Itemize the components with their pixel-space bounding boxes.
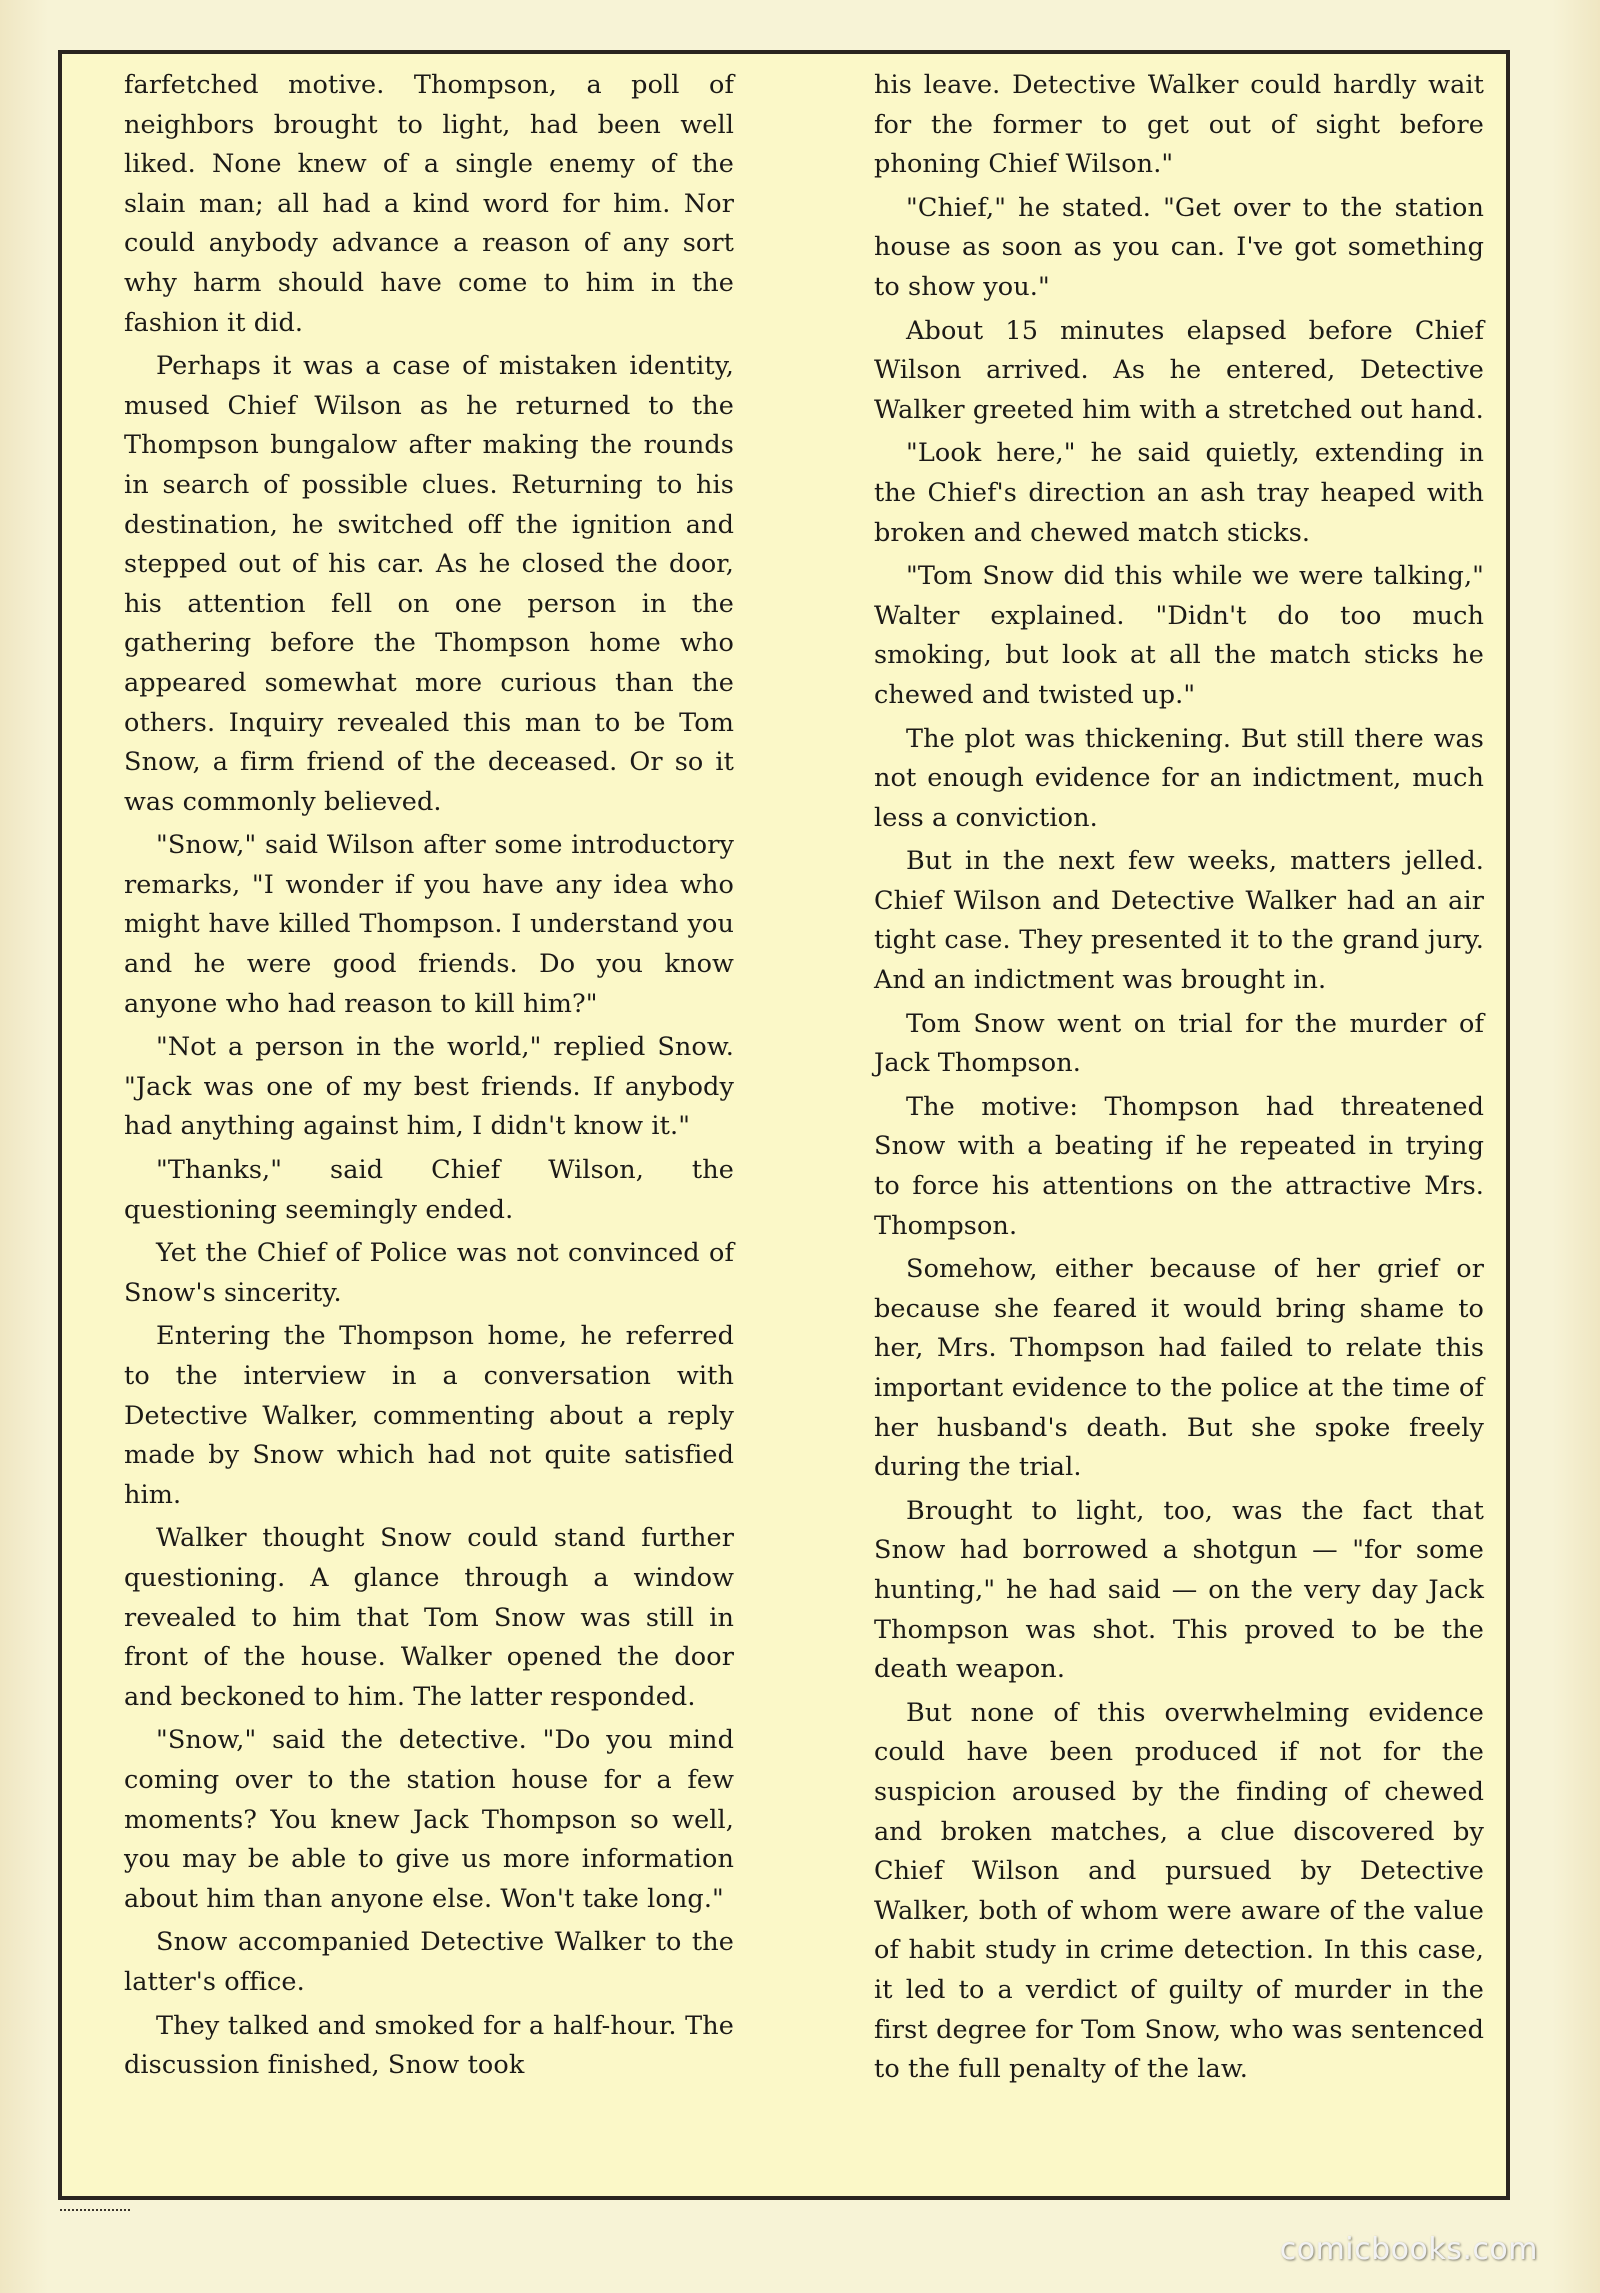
paragraph: Brought to light, too, was the fact that Snow had borrowed a shotgun — "for some hunting," he had said — on the very day Jack Thompson was shot. This proved to be the death weapon. [874, 1495, 1484, 1685]
paragraph: About 15 minutes elapsed before Chief Wilson arrived. As he entered, Detective Walker greeted him with a stretched out hand. [874, 315, 1484, 425]
paragraph: "Tom Snow did this while we were talking," Walter explained. "Didn't do too much smoking, but look at all the match sticks he chewed and twisted up." [874, 561, 1484, 710]
paragraph: "Chief," he stated. "Get over to the station house as soon as you can. I've got something to show you." [874, 192, 1484, 302]
paragraph: Snow accompanied Detective Walker to the latter's office. [124, 1927, 734, 1997]
paragraph: his leave. Detective Walker could hardly wait for the former to get out of sight before phoning Chief Wilson." [874, 70, 1484, 180]
paragraph: "Not a person in the world," replied Snow. "Jack was one of my best friends. If anybody had anything against him, I didn't know it." [124, 1032, 734, 1142]
paragraph: Walker thought Snow could stand further questioning. A glance through a window revealed to him that Tom Snow was still in front of the house. Walker opened the door and beckoned to him. The latter responded. [124, 1523, 734, 1712]
paragraph: Tom Snow went on trial for the murder of Jack Thompson. [874, 1008, 1484, 1079]
paragraph: Yet the Chief of Police was not convinced of Snow's sincerity. [124, 1238, 734, 1308]
text-panel [58, 50, 1510, 2200]
paragraph: "Snow," said the detective. "Do you mind coming over to the station house for a few moments? You knew Jack Thompson so well, you may be able to give us more information about him than anyone else. Won't take long." [124, 1725, 734, 1914]
paragraph: They talked and smoked for a half-hour. The discussion finished, Snow took [124, 2010, 734, 2081]
paragraph: The motive: Thompson had threatened Snow with a beating if he repeated in trying to force his attentions on the attractive Mrs. Thompson. [874, 1091, 1484, 1241]
paragraph: "Snow," said Wilson after some introductory remarks, "I wonder if you have any idea who might have killed Thompson. I understand you and he were good friends. Do you know anyone who had reason to kill him?" [124, 830, 734, 1019]
right-column [874, 66, 1484, 2094]
paragraph: farfetched motive. Thompson, a poll of neighbors brought to light, had been well liked. None knew of a single enemy of the slain man; all had a kind word for him. Nor could anybody advance a reason of any sort why harm should have come to him in the fashion it did. [124, 70, 734, 338]
left-column [124, 66, 734, 2090]
paragraph: But in the next few weeks, matters jelled. Chief Wilson and Detective Walker had an air tight case. They presented it to the grand jury. And an indictment was brought in. [874, 846, 1484, 996]
paragraph: "Thanks," said Chief Wilson, the questioning seemingly ended. [124, 1155, 734, 1225]
paragraph: But none of this overwhelming evidence could have been produced if not for the suspicion aroused by the finding of chewed and broken matches, a clue discovered by Chief Wilson and pursued by Detective Walker, both of whom were aware of the value of habit study in crime detection. In this case, it led to a verdict of guilty of murder in the first degree for Tom Snow, who was sentenced to the full penalty of the law. [874, 1697, 1484, 2085]
paragraph: The plot was thickening. But still there was not enough evidence for an indictment, much less a conviction. [874, 723, 1484, 833]
site-watermark: comicbooks.com [1279, 2232, 1538, 2267]
paragraph: Perhaps it was a case of mistaken identity, mused Chief Wilson as he returned to the Thompson bungalow after making the rounds in search of possible clues. Returning to his destination, he switched off the ignition and stepped out of his car. As he closed the door, his attention fell on one person in the gathering before the Thompson home who appeared somewhat more curious than the others. Inquiry revealed this man to be Tom Snow, a firm friend of the deceased. Or so it was commonly believed. [124, 351, 734, 817]
paragraph: "Look here," he said quietly, extending in the Chief's direction an ash tray heaped with broken and chewed match sticks. [874, 438, 1484, 548]
paragraph: Entering the Thompson home, he referred to the interview in a conversation with Detective Walker, commenting about a reply made by Snow which had not quite satisfied him. [124, 1321, 734, 1510]
page-blemish [60, 2203, 130, 2211]
paragraph: Somehow, either because of her grief or because she feared it would bring shame to her, Mrs. Thompson had failed to relate this important evidence to the police at the time of her husband's death. But she spoke freely during the trial. [874, 1254, 1484, 1483]
